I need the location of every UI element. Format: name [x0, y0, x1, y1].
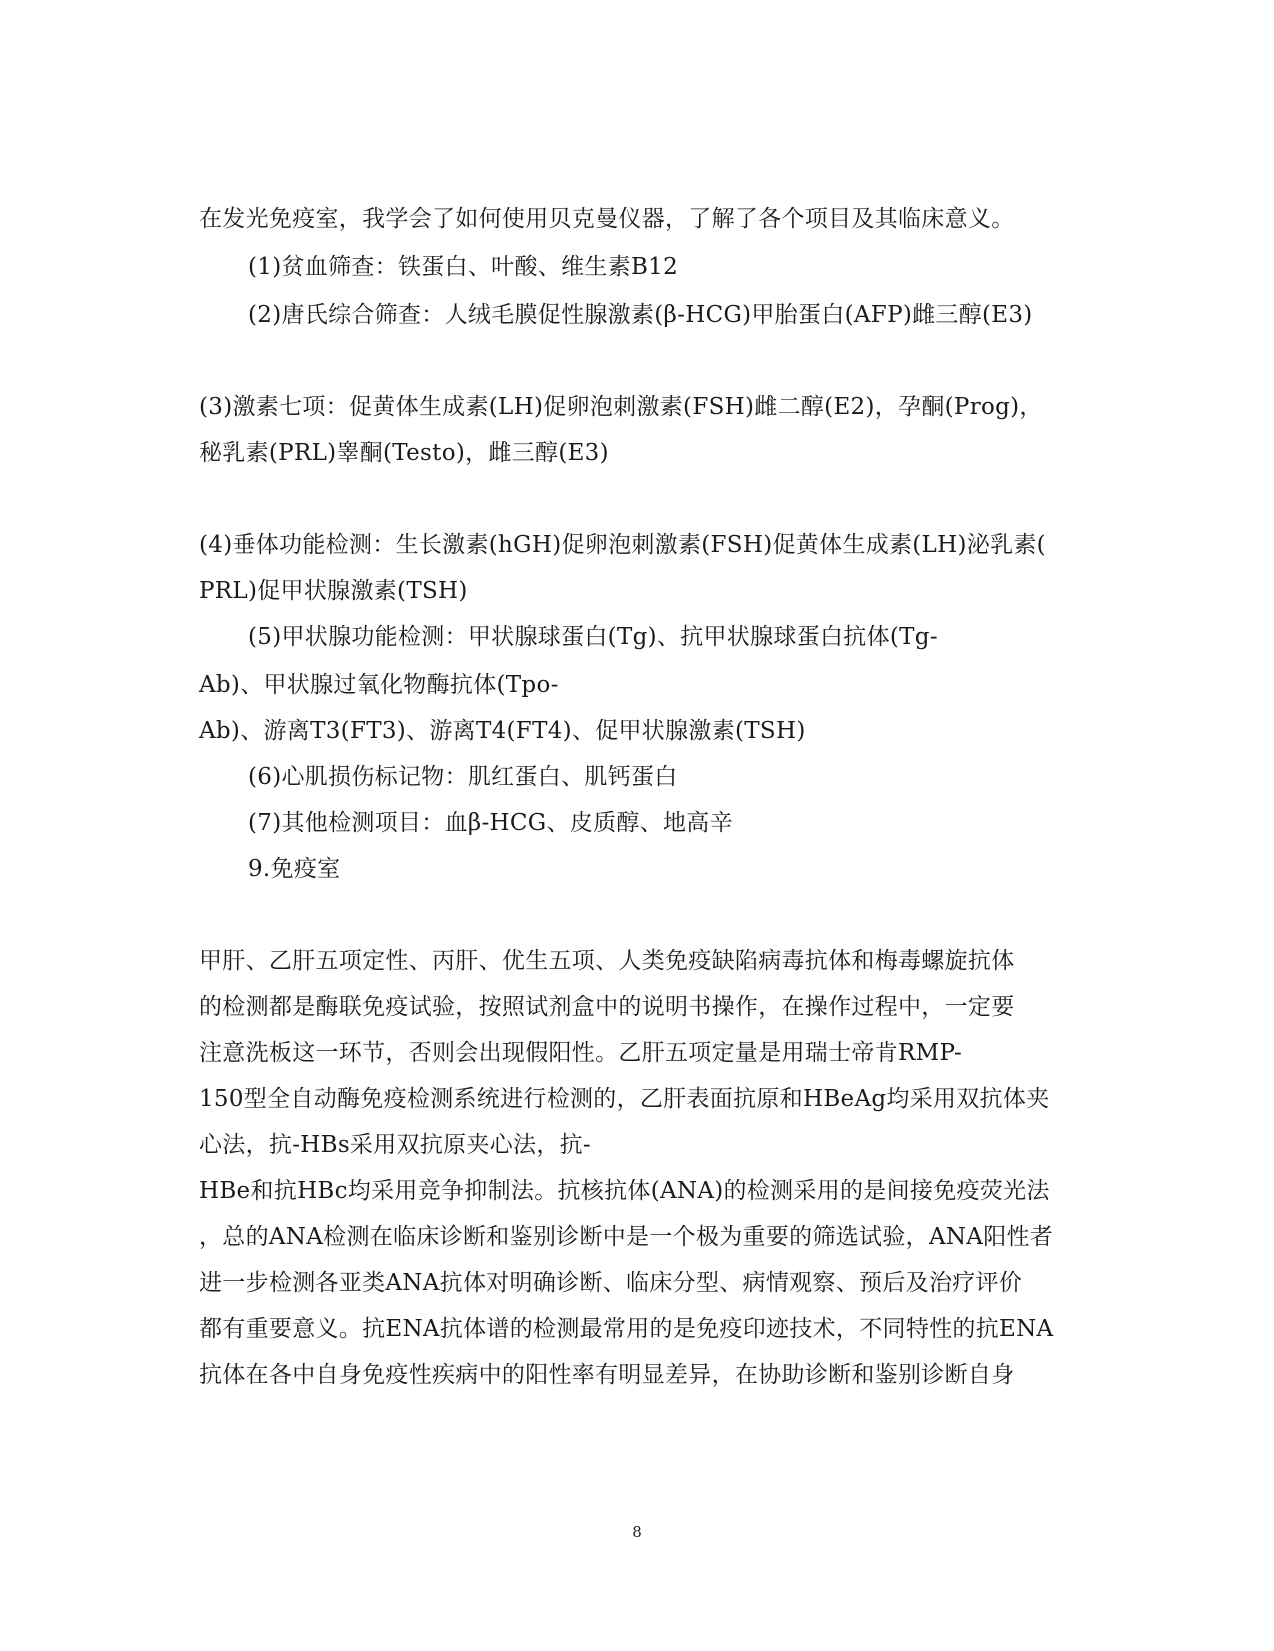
page-number: 8	[632, 1523, 642, 1541]
paragraph-line-4: 150型全自动酶免疫检测系统进行检测的，乙肝表面抗原和HBeAg均采用双抗体夹	[199, 1086, 1050, 1112]
text-line-item-4b: PRL)促甲状腺激素(TSH)	[199, 578, 468, 604]
paragraph-line-6: HBe和抗HBc均采用竞争抑制法。抗核抗体(ANA)的检测采用的是间接免疫荧光法	[199, 1178, 1050, 1204]
paragraph-line-8: 进一步检测各亚类ANA抗体对明确诊断、临床分型、病情观察、预后及治疗评价	[199, 1270, 1023, 1296]
paragraph-line-3: 注意洗板这一环节，否则会出现假阳性。乙肝五项定量是用瑞士帝肯RMP-	[199, 1040, 963, 1066]
text-line-item-4a: (4)垂体功能检测：生长激素(hGH)促卵泡刺激素(FSH)促黄体生成素(LH)泌乳素(	[199, 532, 1046, 558]
paragraph-line-1: 甲肝、乙肝五项定性、丙肝、优生五项、人类免疫缺陷病毒抗体和梅毒螺旋抗体	[199, 948, 1015, 974]
text-line-item-3a: (3)激素七项：促黄体生成素(LH)促卵泡刺激素(FSH)雌二醇(E2)，孕酮(Prog)，	[199, 394, 1043, 420]
text-line-item-6: (6)心肌损伤标记物：肌红蛋白、肌钙蛋白	[248, 764, 678, 790]
text-line-item-7: (7)其他检测项目：血β-HCG、皮质醇、地高辛	[248, 810, 733, 836]
text-line-intro: 在发光免疫室，我学会了如何使用贝克曼仪器，了解了各个项目及其临床意义。	[199, 206, 1015, 232]
paragraph-line-9: 都有重要意义。抗ENA抗体谱的检测最常用的是免疫印迹技术，不同特性的抗ENA	[199, 1316, 1054, 1342]
text-line-item-2: (2)唐氏综合筛查：人绒毛膜促性腺激素(β-HCG)甲胎蛋白(AFP)雌三醇(E3)	[248, 302, 1033, 328]
paragraph-line-10: 抗体在各中自身免疫性疾病中的阳性率有明显差异，在协助诊断和鉴别诊断自身	[199, 1362, 1015, 1388]
text-line-item-5b: Ab)、甲状腺过氧化物酶抗体(Tpo-	[199, 672, 559, 698]
text-line-item-1: (1)贫血筛查：铁蛋白、叶酸、维生素B12	[248, 254, 679, 280]
paragraph-line-7: ，总的ANA检测在临床诊断和鉴别诊断中是一个极为重要的筛选试验，ANA阳性者	[199, 1224, 1054, 1250]
paragraph-line-2: 的检测都是酶联免疫试验，按照试剂盒中的说明书操作，在操作过程中，一定要	[199, 994, 1015, 1020]
text-line-item-5a: (5)甲状腺功能检测：甲状腺球蛋白(Tg)、抗甲状腺球蛋白抗体(Tg-	[248, 624, 938, 650]
section-heading-immunology: 9.免疫室	[248, 856, 341, 882]
text-line-item-3b: 秘乳素(PRL)睾酮(Testo)，雌三醇(E3)	[199, 440, 609, 466]
paragraph-line-5: 心法，抗-HBs采用双抗原夹心法，抗-	[199, 1132, 592, 1158]
text-line-item-5c: Ab)、游离T3(FT3)、游离T4(FT4)、促甲状腺激素(TSH)	[199, 718, 806, 744]
